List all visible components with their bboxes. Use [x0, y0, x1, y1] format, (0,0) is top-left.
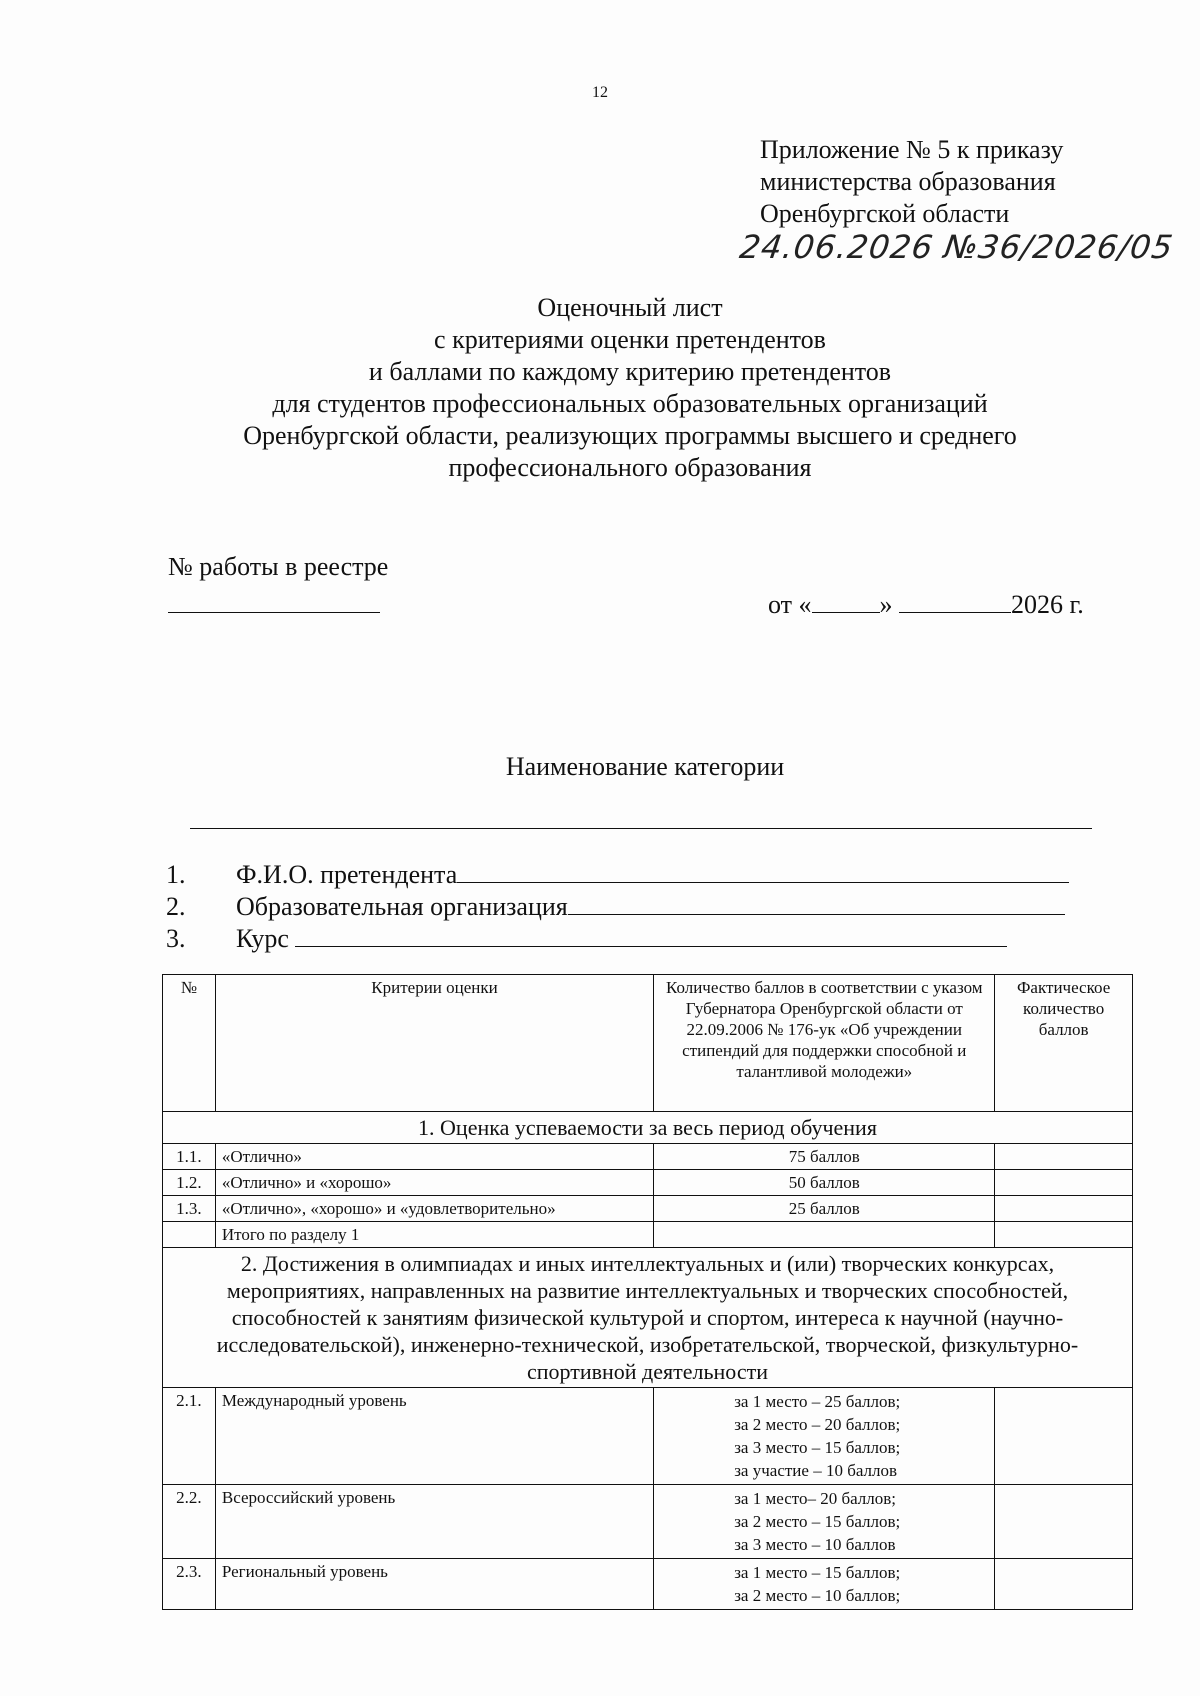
row-num [163, 1222, 216, 1248]
row-num: 2.1. [163, 1388, 216, 1485]
title-line: Оренбургской области, реализующих программы высшего и среднего [243, 421, 1017, 450]
row-num: 1.2. [163, 1170, 216, 1196]
points-line: за 1 место– 20 баллов; [734, 1489, 897, 1508]
criteria-table [162, 974, 1133, 1610]
date-month-field[interactable] [899, 590, 1011, 613]
points-line: за 3 место – 10 баллов [734, 1535, 896, 1554]
row-criterion: «Отлично», «хорошо» и «удовлетворительно» [215, 1196, 653, 1222]
row-points [654, 1388, 995, 1485]
row-criterion: Всероссийский уровень [215, 1485, 653, 1559]
annex-line: министерства образования [760, 167, 1056, 196]
fio-input-line[interactable] [457, 858, 1069, 883]
field-label: Ф.И.О. претендента [236, 860, 458, 889]
table-row [163, 1559, 1133, 1610]
header-num: № [163, 975, 216, 1112]
annex-line: Приложение № 5 к приказу [760, 135, 1064, 164]
field-number: 2. [166, 892, 186, 921]
annex-line: Оренбургской области [760, 199, 1010, 228]
row-actual[interactable] [995, 1170, 1133, 1196]
points-line: за 1 место – 25 баллов; [734, 1392, 901, 1411]
registry-date [768, 590, 1084, 620]
row-points: 75 баллов [654, 1144, 995, 1170]
handwritten-order-number: 24.06.2026 №36/2026/05 [737, 228, 1176, 266]
category-field[interactable] [190, 828, 1092, 829]
table-row [163, 1485, 1133, 1559]
field-label: Образовательная организация [236, 892, 568, 921]
registry-number-field[interactable] [168, 612, 380, 613]
organization-input-line[interactable] [568, 890, 1065, 915]
points-line: за участие – 10 баллов [734, 1461, 898, 1480]
header-actual: Фактическое количество баллов [995, 975, 1133, 1112]
table-row [163, 1196, 1133, 1222]
row-points [654, 1222, 995, 1248]
row-points: 50 баллов [654, 1170, 995, 1196]
section-row [163, 1112, 1133, 1144]
points-line: за 2 место – 10 баллов; [734, 1586, 901, 1605]
field-number: 1. [166, 860, 186, 889]
date-suffix: 2026 г. [1011, 590, 1084, 619]
document-title [200, 292, 1060, 484]
row-num: 2.3. [163, 1559, 216, 1610]
page-number: 12 [592, 84, 608, 101]
total-row [163, 1222, 1133, 1248]
field-number: 3. [166, 924, 186, 953]
category-label: Наименование категории [505, 752, 785, 781]
points-line: за 3 место – 15 баллов; [734, 1438, 901, 1457]
header-criteria: Критерии оценки [215, 975, 653, 1112]
section-row [163, 1248, 1133, 1388]
field-fio [166, 858, 1069, 890]
title-line: для студентов профессиональных образовательных организаций [272, 389, 988, 418]
title-line: и баллами по каждому критерию претендентов [368, 357, 892, 386]
row-actual[interactable] [995, 1485, 1133, 1559]
annex-block [760, 134, 1063, 230]
row-actual[interactable] [995, 1196, 1133, 1222]
section-1-title: 1. Оценка успеваемости за весь период обучения [163, 1112, 1133, 1144]
section-2-title: 2. Достижения в олимпиадах и иных интеллектуальных и (или) творческих конкурсах, мероприятиях, направленных на развитие интеллектуальных и творческих способностей, способностей к занятиям физической культурой и спортом, интереса к научной (научно-исследовательской), инженерно-технической, изобретательской, творческой, физкультурно-спортивной деятельности [163, 1248, 1133, 1388]
row-num: 1.3. [163, 1196, 216, 1222]
field-course [166, 922, 1007, 954]
row-actual[interactable] [995, 1222, 1133, 1248]
date-prefix: от « [768, 590, 812, 619]
header-points: Количество баллов в соответствии с указом Губернатора Оренбургской области от 22.09.2006 № 176-ук «Об учреждении стипендий для поддержки способной и талантливой молодежи» [654, 975, 995, 1112]
points-line: за 2 место – 20 баллов; [734, 1415, 901, 1434]
field-label: Курс [236, 924, 289, 953]
row-num: 1.1. [163, 1144, 216, 1170]
row-actual[interactable] [995, 1559, 1133, 1610]
course-input-line[interactable] [295, 922, 1007, 947]
row-criterion: «Отлично» [215, 1144, 653, 1170]
points-line: за 2 место – 15 баллов; [734, 1512, 901, 1531]
row-actual[interactable] [995, 1388, 1133, 1485]
row-points [654, 1559, 995, 1610]
row-criterion: Международный уровень [215, 1388, 653, 1485]
date-day-field[interactable] [812, 590, 880, 613]
registry-label: № работы в реестре [168, 552, 389, 581]
title-line: Оценочный лист [537, 293, 723, 322]
table-row [163, 1170, 1133, 1196]
row-points: 25 баллов [654, 1196, 995, 1222]
row-criterion: «Отлично» и «хорошо» [215, 1170, 653, 1196]
row-criterion: Региональный уровень [215, 1559, 653, 1610]
section-1-total-label: Итого по разделу 1 [215, 1222, 653, 1248]
field-organization [166, 890, 1065, 922]
table-row [163, 1388, 1133, 1485]
points-line: за 1 место – 15 баллов; [734, 1563, 901, 1582]
title-line: профессионального образования [448, 453, 812, 482]
row-num: 2.2. [163, 1485, 216, 1559]
table-row [163, 1144, 1133, 1170]
row-points [654, 1485, 995, 1559]
title-line: с критериями оценки претендентов [434, 325, 826, 354]
date-mid: » [879, 590, 893, 619]
row-actual[interactable] [995, 1144, 1133, 1170]
table-header-row [163, 975, 1133, 1112]
